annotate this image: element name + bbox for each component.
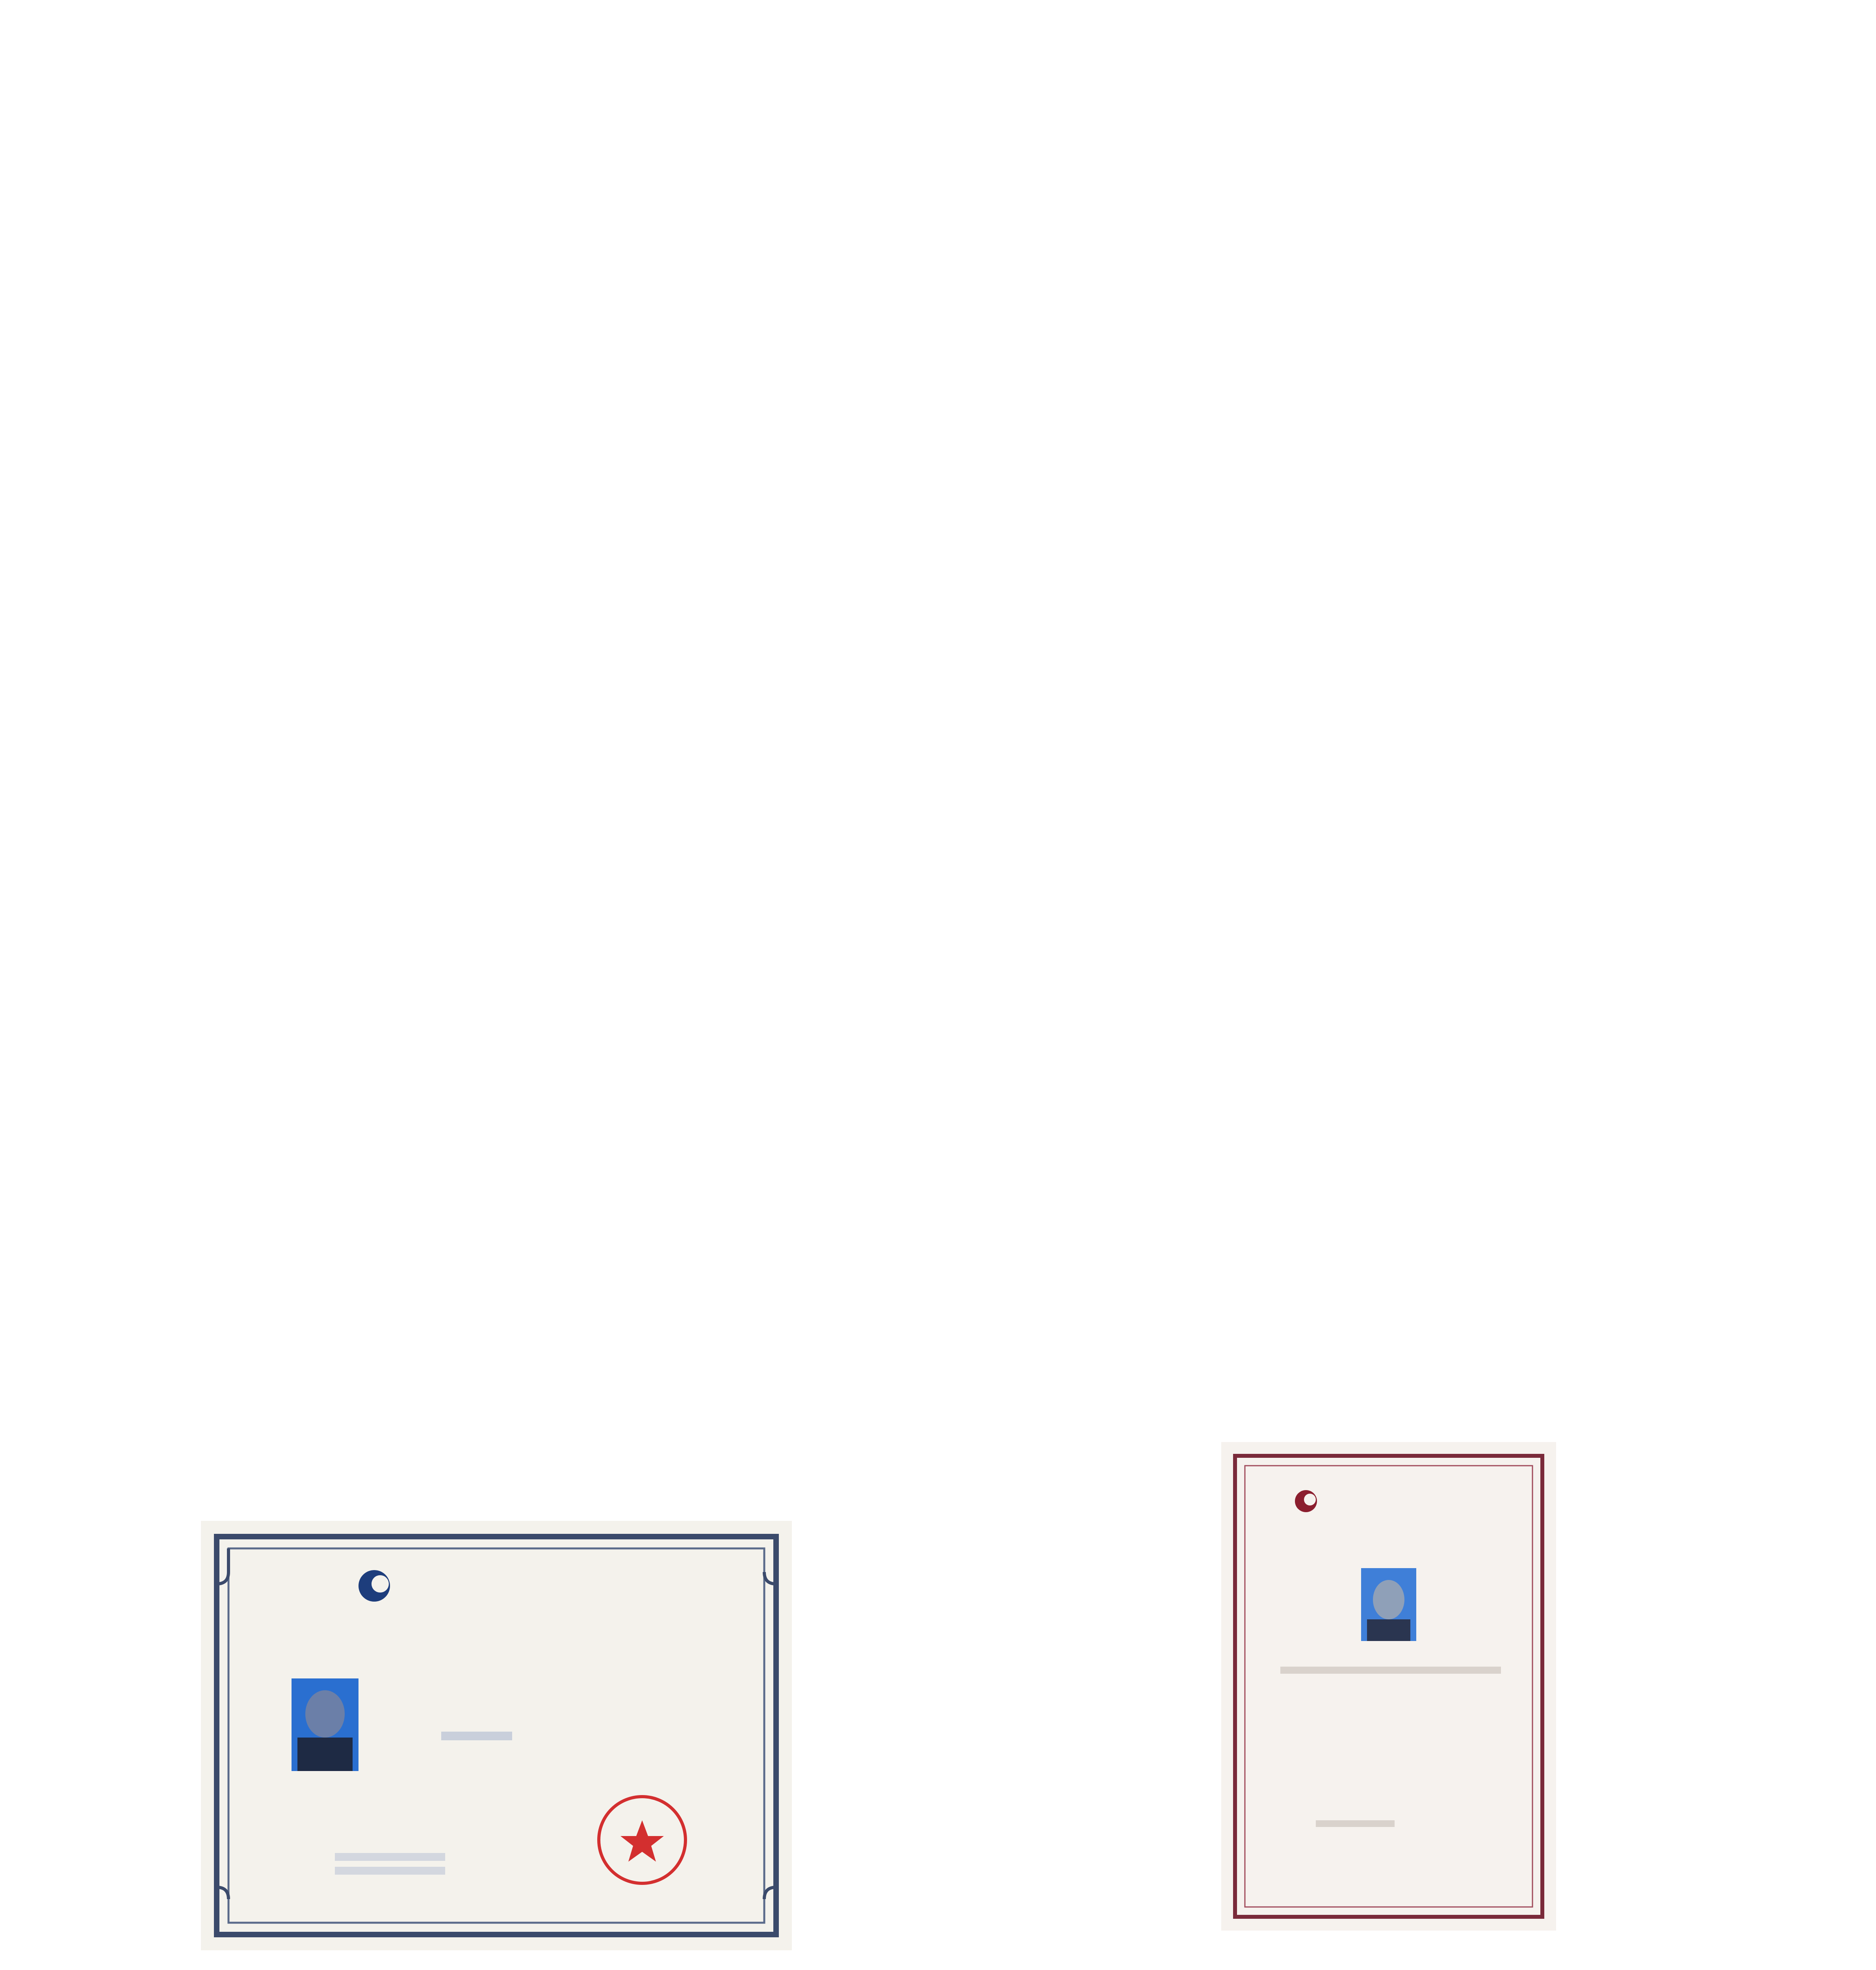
degree-paper [1221, 1442, 1556, 1931]
diploma-certificate-graphic [201, 1521, 792, 1950]
diploma-certificate-image [201, 1521, 792, 1950]
degree-certificate-graphic [1221, 1442, 1556, 1931]
degree-certificate-image [1221, 1442, 1556, 1931]
